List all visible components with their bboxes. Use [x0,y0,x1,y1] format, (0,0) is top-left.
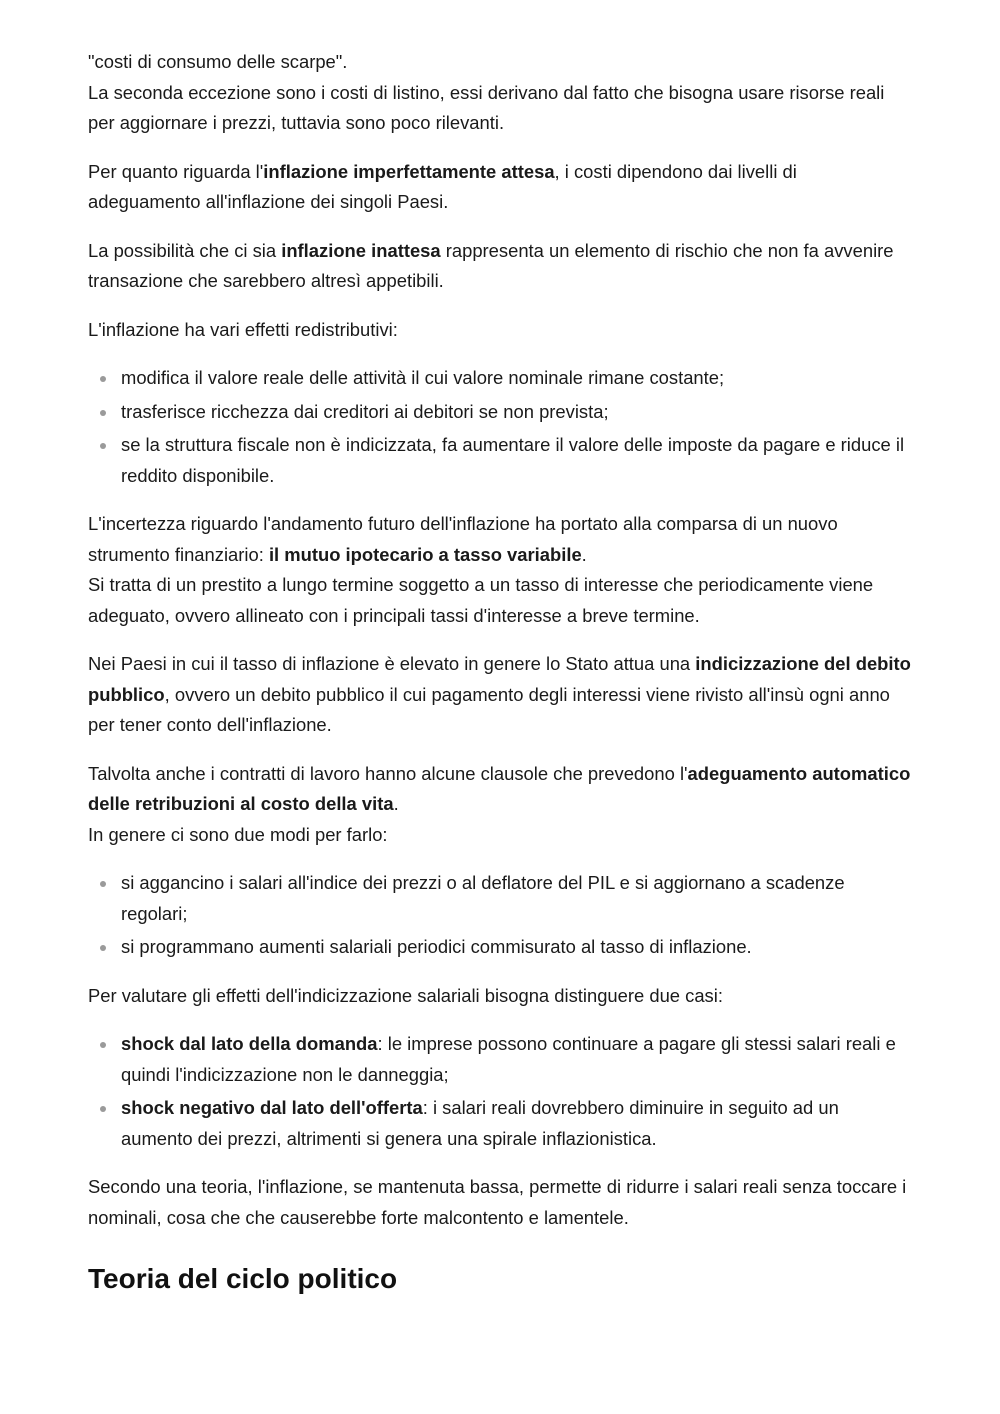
bold-term: indicizzazione del debito pubblico [88,653,911,705]
paragraph-low-inflation-theory: Secondo una teoria, l'inflazione, se mantenuta bassa, permette di ridurre i salari reali senza toccare i nominali, cosa che che causerebbe forte malcontento e lamentele. [88,1176,907,1228]
paragraph-text: Per quanto riguarda l' [88,160,264,182]
list-item-text: modifica il valore reale delle attività il cui valore nominale rimane costante; [121,367,725,388]
paragraph-public-debt-indexation [88,649,912,741]
bullet-icon [100,1042,106,1048]
list-item-text: si programmano aumenti salariali periodici commisurato al tasso di inflazione. [121,936,752,957]
list-item [121,363,912,394]
bold-term: inflazione inattesa [281,239,441,261]
paragraph-indexation-cases: Per valutare gli effetti dell'indicizzazione salariali bisogna distinguere due casi: [88,984,723,1006]
paragraph-text: Nei Paesi in cui il tasso di inflazione è elevato in genere lo Stato attua una [88,653,696,674]
wage-adjustment-methods-list [88,868,912,963]
bold-term: inflazione imperfettamente attesa [263,160,555,182]
paragraph-text: rappresenta un elemento di rischio che non fa avvenire transazione che sarebbero altresì appetibili. [88,239,894,291]
list-item [121,1093,912,1154]
bullet-icon [100,443,106,449]
paragraph-redistributive-effects: L'inflazione ha vari effetti redistributivi: [88,318,398,340]
paragraph-wage-adjustment [88,759,912,851]
list-item [121,868,912,929]
paragraph-text: Si tratta di un prestito a lungo termine soggetto a un tasso di interesse che periodicamente viene adeguato, ovvero allineato con i principali tassi d'interesse a breve termine. [88,574,874,626]
bold-term: shock dal lato della domanda [121,1033,378,1054]
paragraph-text: La seconda eccezione sono i costi di listino, essi derivano dal fatto che bisogna usare risorse reali per aggiornare i prezzi, tuttavia sono poco rilevanti. [88,81,885,133]
bullet-icon [100,1106,106,1112]
paragraph-imperfectly-expected-inflation [88,157,912,218]
list-item-text: se la struttura fiscale non è indicizzata, fa aumentare il valore delle imposte da pagare e riduce il reddito disponibile. [121,434,905,486]
paragraph-text: . [581,543,587,565]
paragraph-text: La possibilità che ci sia [88,239,282,261]
list-item-text: : i salari reali dovrebbero diminuire in seguito ad un aumento dei prezzi, altrimenti si genera una spirale inflazionistica. [121,1097,839,1149]
paragraph-text: Talvolta anche i contratti di lavoro hanno alcune clausole che prevedono l' [88,762,688,784]
paragraph-text: "costi di consumo delle scarpe". [88,51,348,72]
bold-term: shock negativo dal lato dell'offerta [121,1097,423,1118]
paragraph-unexpected-inflation [88,236,912,297]
paragraph-text: . [393,793,399,814]
bold-term: il mutuo ipotecario a tasso variabile [268,543,582,565]
bullet-icon [100,376,106,382]
paragraph-text: , i costi dipendono dai livelli di adeguamento all'inflazione dei singoli Paesi. [88,160,797,212]
bullet-icon [100,881,106,887]
list-item-text: si aggancino i salari all'indice dei prezzi o al deflatore del PIL e si aggiornano a scadenze regolari; [121,872,845,924]
list-item [121,430,912,491]
paragraph-variable-rate-mortgage [88,509,912,631]
paragraph-text: L'incertezza riguardo l'andamento futuro dell'inflazione ha portato alla comparsa di un nuovo strumento finanziario: [88,513,838,565]
section-heading: Teoria del ciclo politico [88,1263,398,1294]
shock-cases-list [88,1029,912,1154]
list-item [121,397,912,428]
bullet-icon [100,410,106,416]
list-item [121,932,912,963]
list-item-text: trasferisce ricchezza dai creditori ai debitori se non prevista; [121,400,609,422]
list-item-text: : le imprese possono continuare a pagare gli stessi salari reali e quindi l'indicizzazione non le danneggia; [121,1033,896,1085]
paragraph-shoe-leather-costs [88,47,912,139]
list-item [121,1029,912,1090]
bullet-icon [100,945,106,951]
bold-term: adeguamento automatico delle retribuzioni al costo della vita [88,762,911,814]
paragraph-text: In genere ci sono due modi per farlo: [88,823,388,845]
redistributive-effects-list [88,363,912,491]
paragraph-text: , ovvero un debito pubblico il cui pagamento degli interessi viene rivisto all'insù ogni anno per tener conto dell'inflazione. [88,683,890,735]
